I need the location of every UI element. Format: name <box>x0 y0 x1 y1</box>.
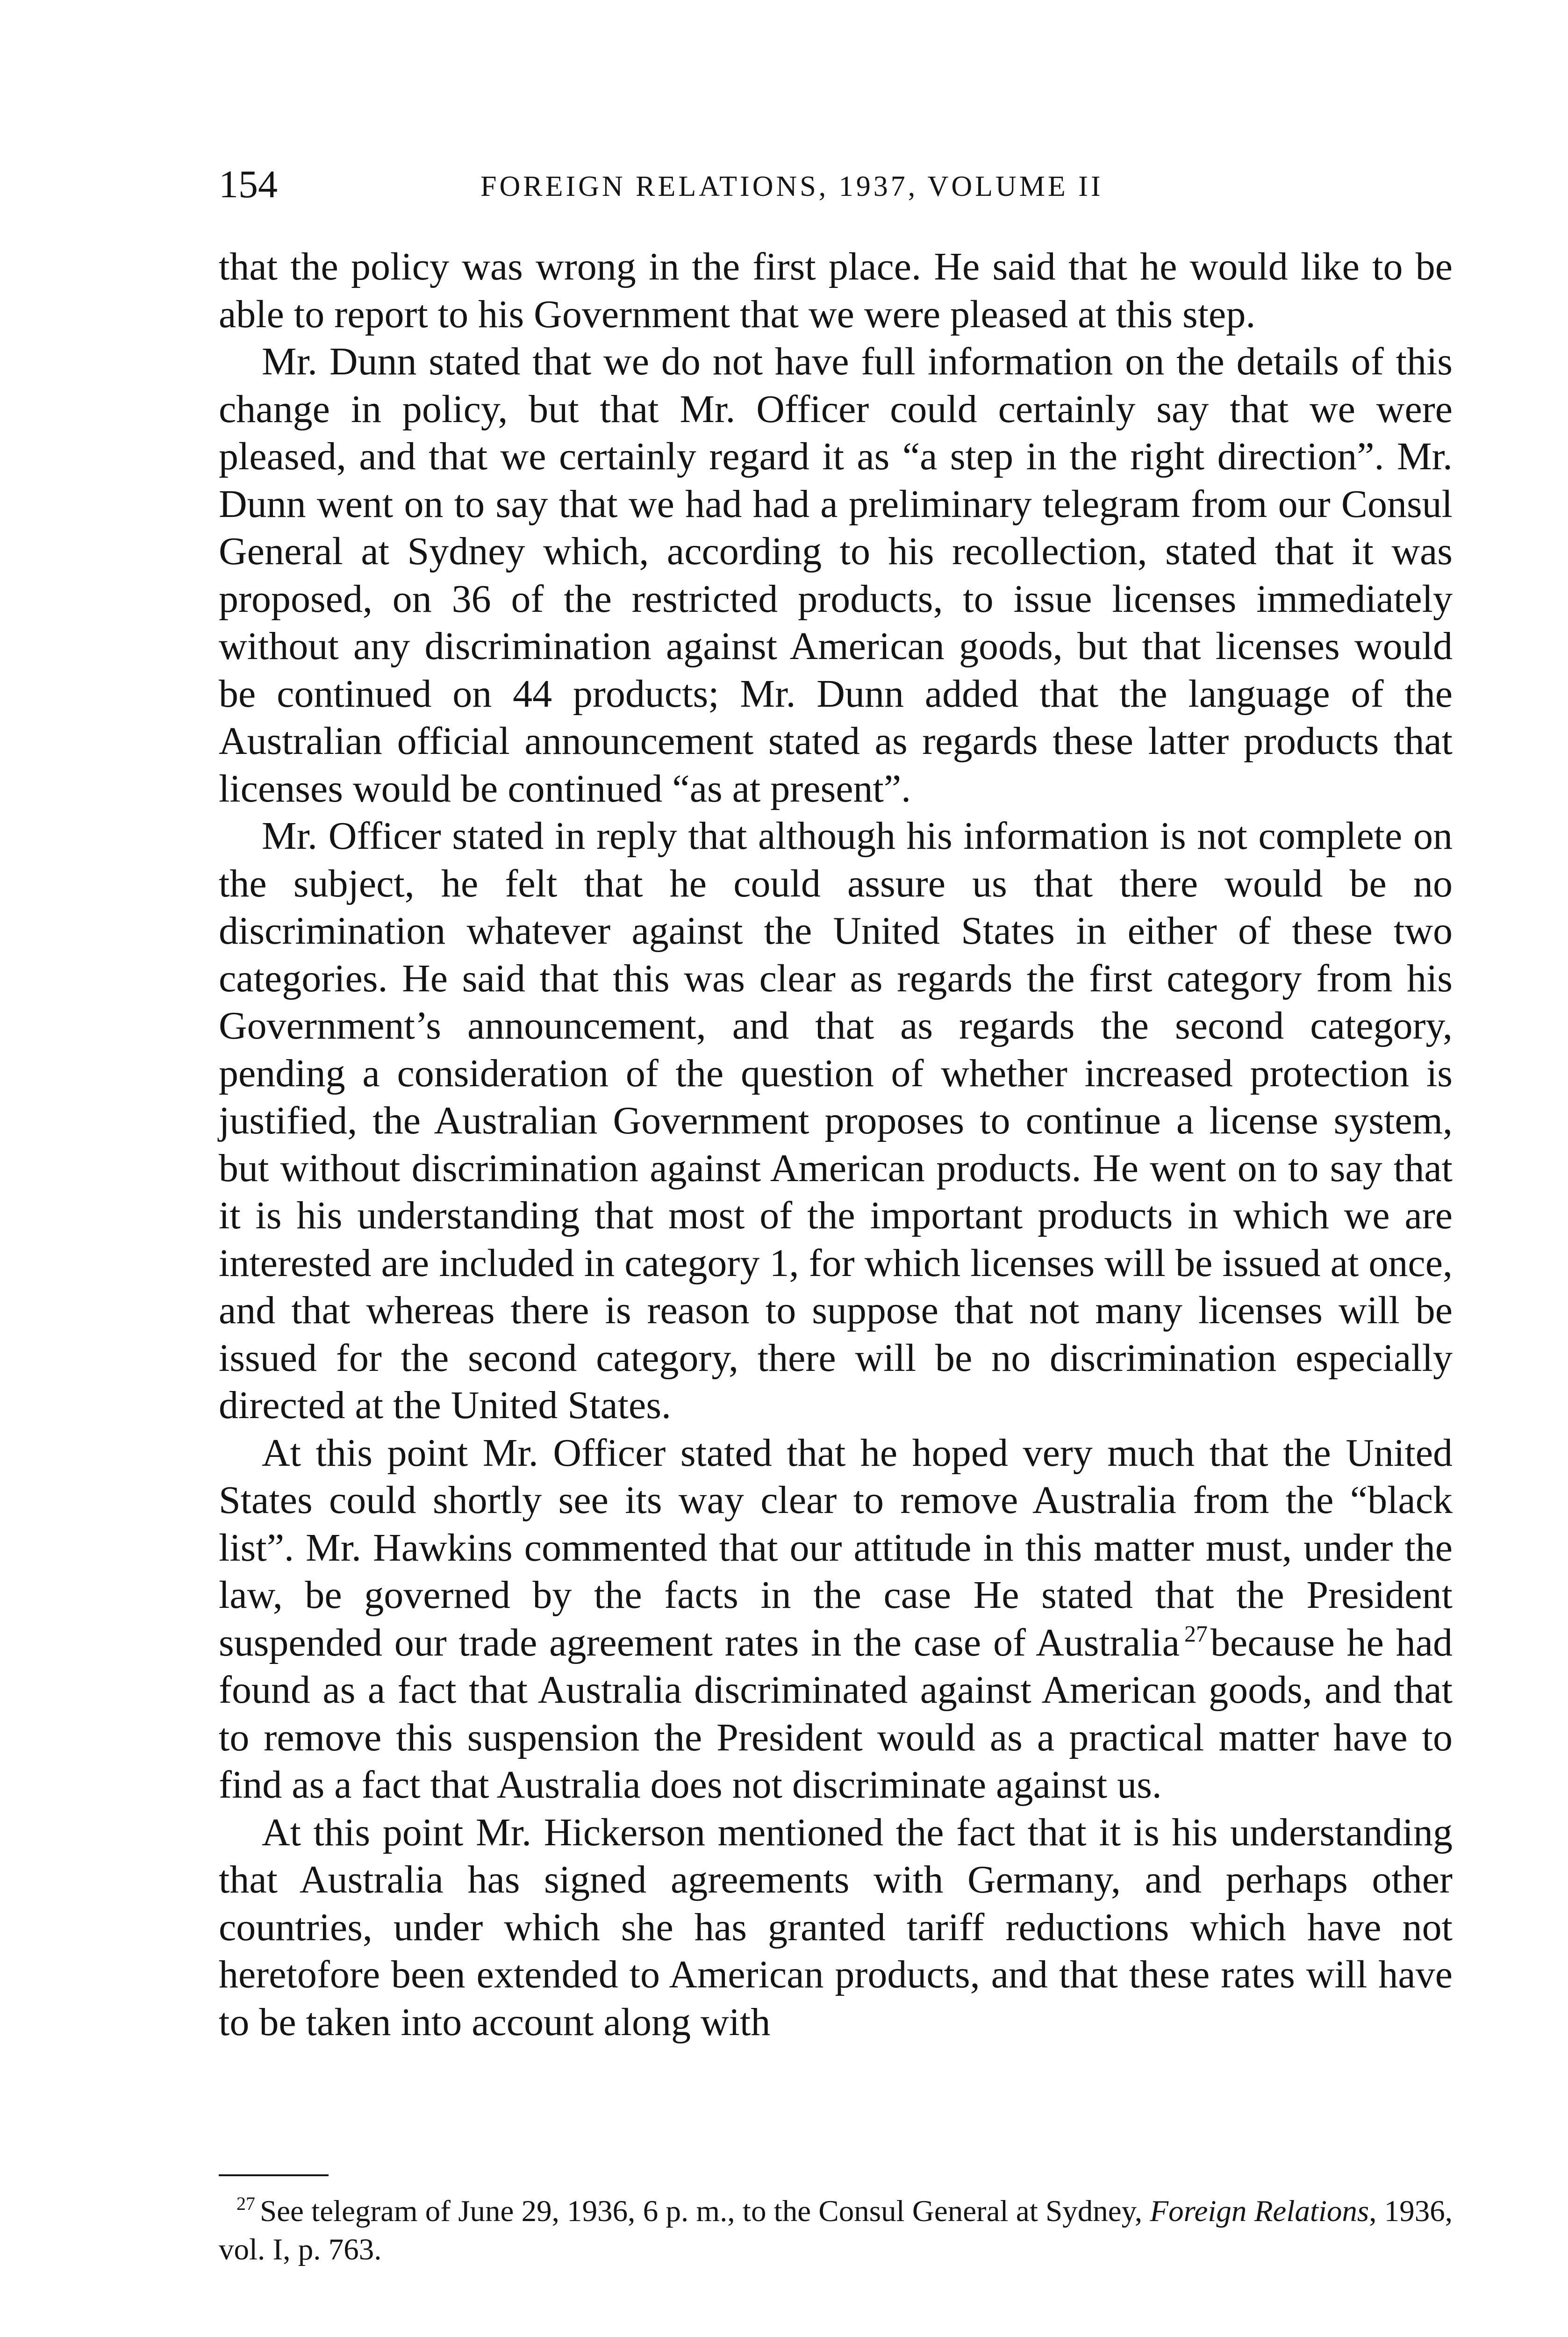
page-number: 154 <box>219 163 278 206</box>
paragraph-4-after-reference: because he had found as a fact that Australia discriminated against American goods, and that to remove this suspension the President would as a practical matter have to find as a fact that Australia does not discriminate against us. <box>219 1620 1453 1807</box>
paragraph-4 <box>219 1429 1453 1809</box>
page-header <box>219 159 1453 210</box>
footnote-series-title: Foreign Relations <box>1150 2194 1369 2228</box>
footnote-reference: 27 <box>1184 1620 1208 1647</box>
footnote-text-before: See telegram of June 29, 1936, 6 p. m., to the Consul General at Sydney, <box>260 2194 1143 2228</box>
body-text <box>219 243 1453 2046</box>
running-head: FOREIGN RELATIONS, 1937, VOLUME II <box>480 171 1103 202</box>
footnote-rule <box>219 2174 329 2176</box>
paragraph-2: Mr. Dunn stated that we do not have full information on the details of this change in policy, but that Mr. Officer could certainly say that we were pleased, and that we certainly regard it as “a step in the right direction”. Mr. Dunn went on to say that we had had a preliminary telegram from our Consul General at Sydney which, according to his recollection, stated that it was proposed, on 36 of the restricted products, to issue licenses immediately without any discrimination against American goods, but that licenses would be continued on 44 products; Mr. Dunn added that the language of the Australian official announcement stated as regards these latter products that licenses would be continued “as at present”. <box>219 340 1453 810</box>
footnote-mark: 27 <box>236 2193 255 2214</box>
footnote-text-after: , 1936, vol. I, p. 763. <box>219 2194 1453 2266</box>
paragraph-3: Mr. Officer stated in reply that although his information is not complete on the subject, he felt that he could assure us that there would be no discrimination whatever against the United States in either of these two categories. He said that this was clear as regards the first category from his Government’s announcement, and that as regards the second category, pending a consideration of the question of whether increased protection is justified, the Australian Government proposes to continue a license system, but without discrimination against American products. He went on to say that it is his understanding that most of the important products in which we are interested are included in category 1, for which licenses will be issued at once, and that whereas there is reason to suppose that not many licenses will be issued for the second category, there will be no discrimination especially directed at the United States. <box>219 814 1453 1427</box>
paragraph-1: that the policy was wrong in the first place. He said that he would like to be able to report to his Government that we were pleased at this step. <box>219 245 1453 336</box>
footnote <box>219 2192 1453 2269</box>
paragraph-5: At this point Mr. Hickerson mentioned the fact that it is his understanding that Australia has signed agreements with Germany, and perhaps other countries, under which she has granted tariff reductions which have not heretofore been extended to American products, and that these rates will have to be taken into account along with <box>219 1810 1453 2044</box>
paragraph-4-before-reference: At this point Mr. Officer stated that he hoped very much that the United States could shortly see its way clear to remove Australia from the “black list”. Mr. Hawkins commented that our attitude in this matter must, under the law, be governed by the facts in the case He stated that the President suspended our trade agreement rates in the case of Australia <box>219 1431 1453 1664</box>
